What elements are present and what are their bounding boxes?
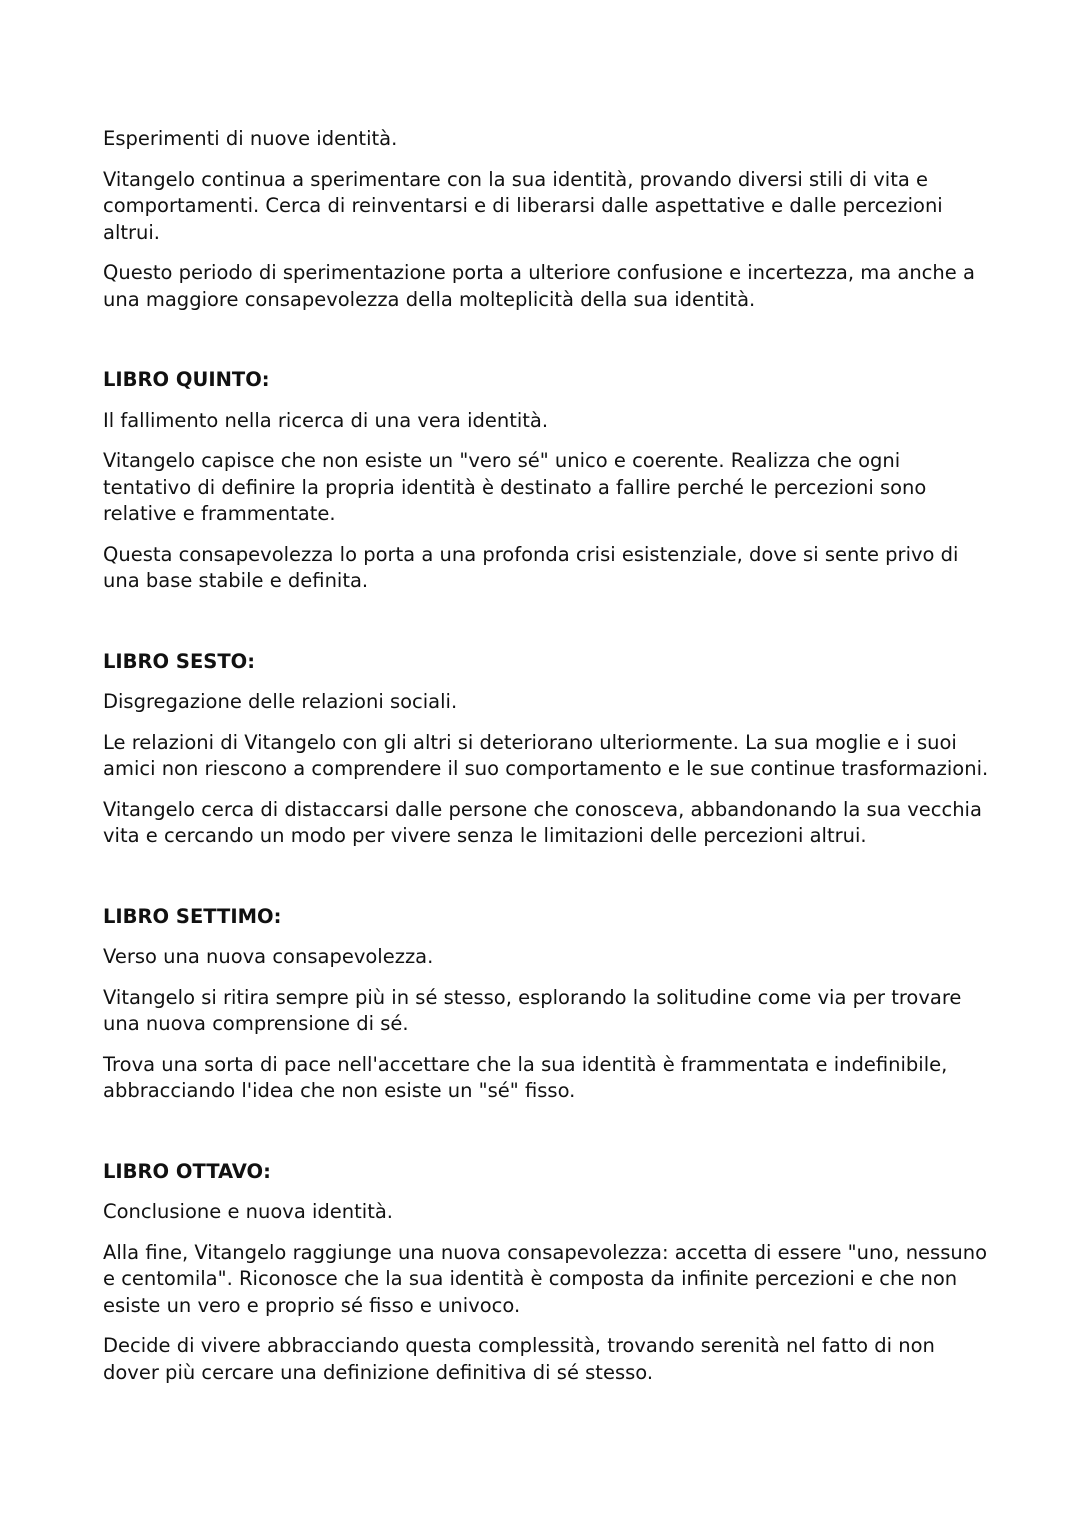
section-heading-libro-ottavo: LIBRO OTTAVO: — [103, 1159, 271, 1183]
section-subtitle: Il fallimento nella ricerca di una vera identità. — [103, 408, 549, 432]
paragraph: Questo periodo di sperimentazione porta a ulteriore confusione e incertezza, ma anche a una maggiore consapevolezza della molteplicità della sua identità. — [103, 261, 975, 311]
section-subtitle: Esperimenti di nuove identità. — [103, 127, 398, 150]
section-heading-libro-sesto: LIBRO SESTO: — [103, 649, 256, 673]
paragraph: Vitangelo si ritira sempre più in sé stesso, esplorando la solitudine come via per trovare una nuova comprensione di sé. — [103, 985, 962, 1035]
section-heading-libro-quinto: LIBRO QUINTO: — [103, 368, 270, 391]
paragraph: Vitangelo cerca di distaccarsi dalle persone che conosceva, abbandonando la sua vecchia vita e cercando un modo per vivere senza le limitazioni delle percezioni altrui. — [103, 797, 982, 847]
paragraph: Trova una sorta di pace nell'accettare che la sua identità è frammentata e indefinibile, abbracciando l'idea che non esiste un "sé" fisso. — [103, 1052, 948, 1102]
paragraph: Alla fine, Vitangelo raggiunge una nuova consapevolezza: accetta di essere "uno, nessuno e centomila". Riconosce che la sua identità è composta da infinite percezioni e che non esiste un vero e proprio sé fisso e univoco. — [103, 1240, 988, 1317]
paragraph: Le relazioni di Vitangelo con gli altri si deteriorano ulteriormente. La sua moglie e i suoi amici non riescono a comprendere il suo comportamento e le sue continue trasformazioni. — [103, 730, 989, 780]
paragraph: Vitangelo continua a sperimentare con la sua identità, provando diversi stili di vita e comportamenti. Cerca di reinventarsi e di liberarsi dalle aspettative e dalle percezioni altrui. — [103, 167, 943, 244]
section-heading-libro-settimo: LIBRO SETTIMO: — [103, 904, 282, 928]
section-subtitle: Disgregazione delle relazioni sociali. — [103, 690, 458, 713]
section-subtitle: Conclusione e nuova identità. — [103, 1200, 394, 1223]
paragraph: Questa consapevolezza lo porta a una profonda crisi esistenziale, dove si sente privo di una base stabile e definita. — [103, 542, 959, 592]
paragraph: Decide di vivere abbracciando questa complessità, trovando serenità nel fatto di non dover più cercare una definizione definitiva di sé stesso. — [103, 1334, 935, 1384]
document-page — [103, 126, 993, 1386]
paragraph: Vitangelo capisce che non esiste un "vero sé" unico e coerente. Realizza che ogni tentativo di definire la propria identità è destinato a fallire perché le percezioni sono relative e frammentate. — [103, 449, 927, 525]
section-subtitle: Verso una nuova consapevolezza. — [103, 945, 434, 968]
